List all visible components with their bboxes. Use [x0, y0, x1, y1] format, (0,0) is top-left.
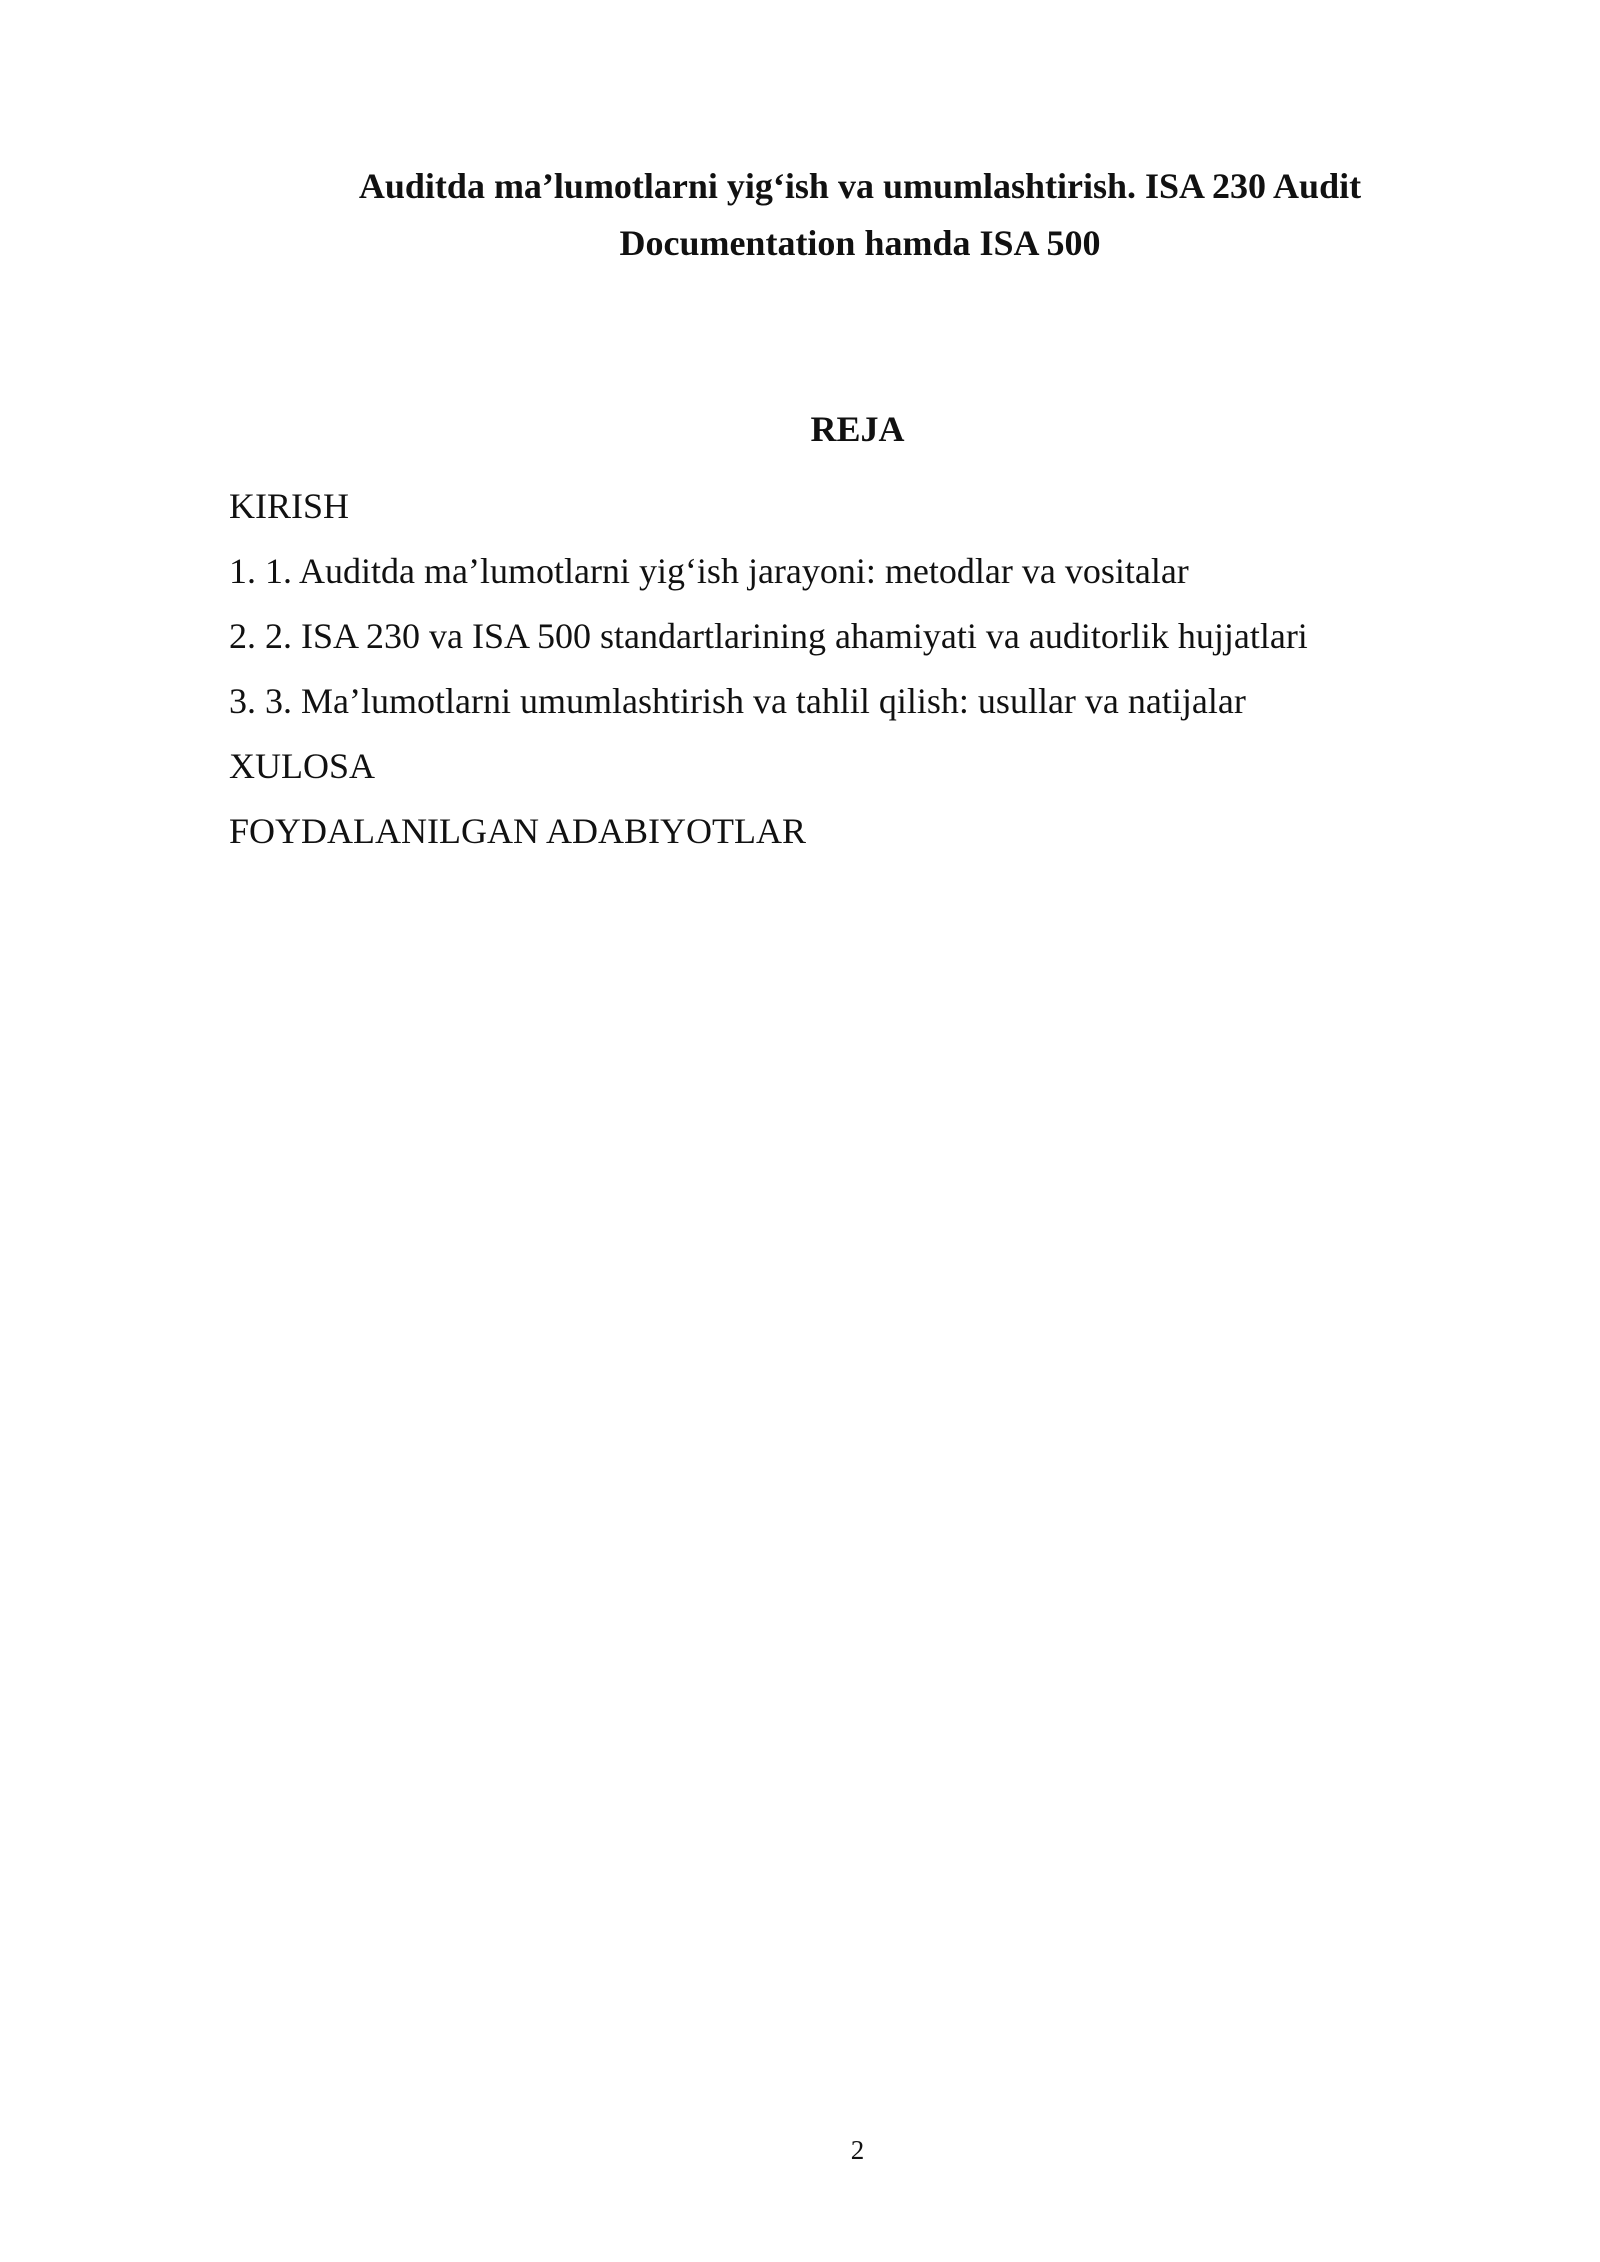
document-title: [320, 158, 1400, 272]
plan-heading: REJA: [810, 409, 905, 449]
document-title-line-2: Documentation hamda ISA 500: [619, 223, 1101, 263]
plan-item-references: FOYDALANILGAN ADABIYOTLAR: [229, 811, 806, 851]
document-title-line-1: Auditda ma’lumotlarni yig‘ish va umumlashtirish. ISA 230 Audit: [358, 166, 1362, 206]
plan-list: [229, 474, 1308, 864]
plan-item-conclusion: XULOSA: [229, 746, 376, 786]
plan-item-chapter-2: 2. 2. ISA 230 va ISA 500 standartlarining ahamiyati va auditorlik hujjatlari: [229, 616, 1308, 656]
page-number: 2: [850, 2135, 865, 2165]
plan-item-chapter-1: 1. 1. Auditda ma’lumotlarni yig‘ish jarayoni: metodlar va vositalar: [229, 551, 1189, 591]
plan-item-chapter-3: 3. 3. Ma’lumotlarni umumlashtirish va tahlil qilish: usullar va natijalar: [229, 681, 1246, 721]
plan-item-introduction: KIRISH: [229, 486, 350, 526]
